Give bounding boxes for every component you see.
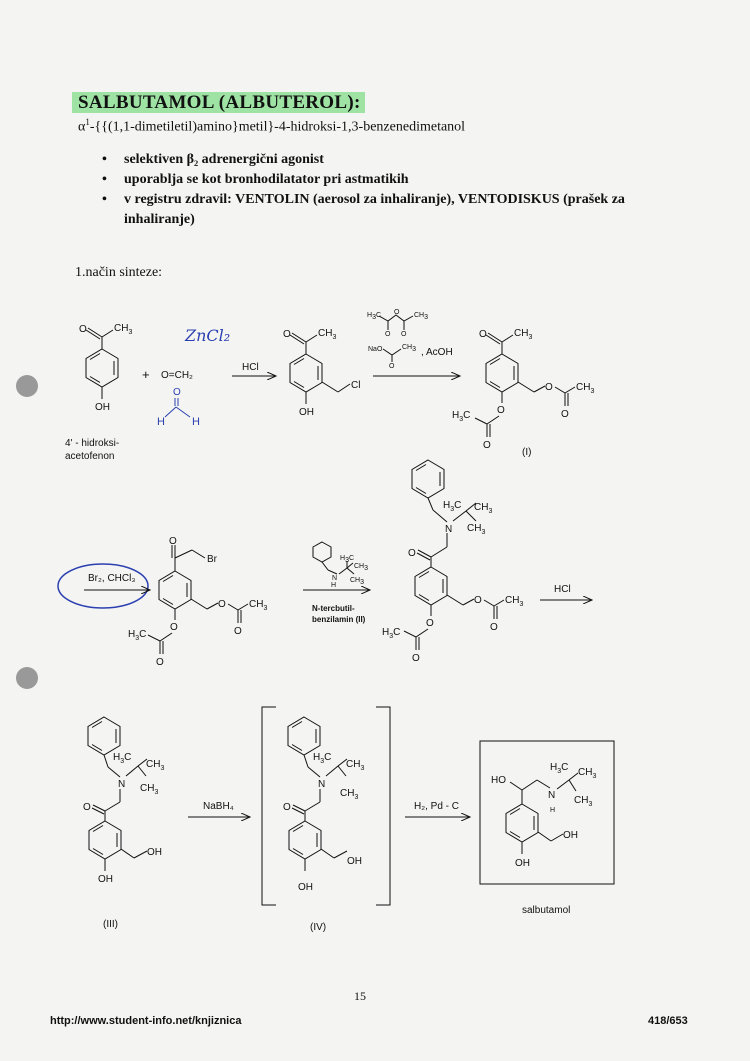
- svg-text:CH3: $CH_3$: [576, 382, 595, 395]
- svg-text:N: N: [318, 779, 326, 790]
- bracket-left: [262, 707, 276, 905]
- svg-text:CH3: CH3: [350, 577, 365, 586]
- molecule-chloromethyl: [283, 328, 360, 418]
- footer-url[interactable]: http://www.student-info.net/knjiznica: [50, 1015, 242, 1027]
- svg-text:CH3: $CH_3$: [340, 788, 359, 801]
- molecule-compound-III: [83, 717, 164, 885]
- svg-text:CH3: $CH_3$: [146, 759, 165, 772]
- svg-text:CH3: $CH_3$: [346, 759, 365, 772]
- svg-text:O: O: [79, 324, 87, 335]
- svg-text:Cl: Cl: [351, 380, 361, 391]
- product-name: salbutamol: [522, 905, 571, 916]
- svg-text:O: O: [401, 331, 407, 338]
- hand-drawn-circle: [58, 564, 148, 608]
- svg-text:OH: OH: [98, 874, 113, 885]
- label-compound: (I): [522, 447, 532, 458]
- svg-text:O: O: [170, 622, 178, 633]
- svg-text:CH3: $CH_3$: [474, 502, 493, 515]
- arrow-reagent: benzilamin (II): [312, 615, 366, 624]
- svg-text:O: O: [479, 329, 487, 340]
- footer-page-count: 418/653: [648, 1015, 688, 1027]
- svg-text:CH3: $CH_3$: [249, 599, 268, 612]
- svg-text:OH: OH: [298, 882, 313, 893]
- page-title: SALBUTAMOL (ALBUTEROL):: [72, 92, 365, 114]
- svg-text:CH3: $CH_3$: [574, 795, 593, 808]
- svg-text:N: N: [548, 790, 556, 801]
- arrow-reagent: NaBH₄: [203, 801, 234, 812]
- svg-text:O: O: [561, 409, 569, 420]
- svg-text:OH: OH: [347, 856, 362, 867]
- label-start-compound: acetofenon: [65, 451, 115, 462]
- svg-text:O: O: [474, 595, 482, 606]
- molecule-compound-IV: [283, 717, 364, 893]
- svg-text:H3C: $H_3C$: [113, 752, 132, 765]
- svg-text:O: O: [490, 622, 498, 633]
- bracket-right: [376, 707, 390, 905]
- svg-text:O: O: [389, 363, 395, 370]
- svg-text:O: O: [426, 618, 434, 629]
- svg-text:O: O: [283, 329, 291, 340]
- svg-text:OH: OH: [95, 402, 110, 413]
- svg-text:CH3: $CH_3$: [140, 783, 159, 796]
- molecule-compound-I: [452, 328, 594, 451]
- arrow-reagent: HCl: [554, 584, 571, 595]
- bullet-item: • uporablja se kot bronhodilatator pri astmatikih: [100, 170, 670, 190]
- svg-text:CH3: CH3: [414, 312, 429, 321]
- reagent-sodium-acetate: [368, 344, 416, 370]
- svg-text:OH: OH: [147, 847, 162, 858]
- svg-text:O: O: [394, 309, 400, 316]
- arrow-reagent: HCl: [242, 362, 259, 373]
- section-title: 1.način sinteze:: [75, 265, 163, 280]
- arrow-reagent: H₂, Pd - C: [414, 801, 459, 812]
- reagent-formaldehyde: O=CH₂: [161, 370, 193, 381]
- reagent-tertbutylbenzylamine: [313, 542, 368, 589]
- svg-text:H3C: H3C: [367, 312, 382, 321]
- svg-text:OH: OH: [515, 858, 530, 869]
- svg-text:H: H: [157, 416, 165, 428]
- svg-text:CH3: $CH_3$: [467, 523, 486, 536]
- svg-text:H: H: [550, 807, 556, 814]
- molecule-bromoketone: [128, 536, 267, 668]
- svg-text:O: O: [483, 440, 491, 451]
- svg-text:N: N: [118, 779, 126, 790]
- svg-text:O: O: [497, 405, 505, 416]
- svg-text:O: O: [169, 536, 177, 547]
- svg-text:H: H: [331, 582, 337, 589]
- svg-text:CH3: CH3: [354, 563, 369, 572]
- svg-text:O: O: [234, 626, 242, 637]
- handwritten-note: ZnCl₂: [185, 326, 231, 345]
- svg-text:CH3: $CH_3$: [318, 328, 337, 341]
- svg-text:H3C: $H_3C$: [443, 500, 462, 513]
- svg-text:H3C: $H_3C$: [452, 410, 471, 423]
- svg-text:H3C: H3C: [340, 555, 355, 564]
- svg-text:CH3: $CH_3$: [514, 328, 533, 341]
- svg-text:H3C: $H_3C$: [382, 627, 401, 640]
- label-compound: (IV): [310, 922, 327, 933]
- label-compound: (III): [103, 919, 118, 930]
- svg-text:CH3: CH3: [402, 344, 417, 353]
- bullet-item: • selektiven β₂ adrenergični agonist: [100, 150, 670, 170]
- svg-text:O: O: [218, 599, 226, 610]
- svg-text:CH3: $CH_3$: [578, 767, 597, 780]
- molecule-aminoketone-diacetate: [382, 460, 523, 664]
- svg-text:OH: OH: [299, 407, 314, 418]
- svg-text:O: O: [173, 387, 181, 398]
- handwritten-formaldehyde: [157, 387, 200, 428]
- svg-text:Br: Br: [207, 554, 217, 565]
- svg-text:N: N: [445, 524, 453, 535]
- svg-text:CH3: $CH_3$: [505, 595, 524, 608]
- plus-sign: +: [142, 367, 150, 382]
- svg-text:O: O: [283, 802, 291, 813]
- label-start-compound: 4' - hidroksi-: [65, 438, 120, 449]
- page-number: 15: [354, 989, 366, 1003]
- reagent-acetic-anhydride: [367, 309, 428, 338]
- svg-text:O: O: [83, 802, 91, 813]
- svg-text:O: O: [385, 331, 391, 338]
- svg-text:O: O: [545, 382, 553, 393]
- iupac-name: $\alpha^1-\{\{(1,1-dimetiletil)amino\}metil\}-4-hidroksi-1,3$-benzenedimetanol: [78, 117, 466, 135]
- svg-text:OH: OH: [563, 830, 578, 841]
- svg-text:H3C: $H_3C$: [313, 752, 332, 765]
- arrow-reagent: Br₂, CHCl₃: [88, 573, 136, 584]
- svg-text:H3C: $H_3C$: [550, 762, 569, 775]
- svg-text:O: O: [156, 657, 164, 668]
- svg-text:N: N: [332, 575, 338, 582]
- svg-text:CH3: $CH_3$: [114, 323, 133, 336]
- bullet-item: • v registru zdravil: VENTOLIN (aerosol za inhaliranje), VENTODISKUS (prašek za inhaliranje): [100, 190, 670, 230]
- arrow-reagent: N-tercbutil-: [312, 604, 355, 613]
- svg-text:HO: HO: [491, 775, 506, 786]
- svg-text:O: O: [408, 548, 416, 559]
- svg-text:H3C: $H_3C$: [128, 629, 147, 642]
- molecule-hydroxyacetophenone: [79, 323, 132, 413]
- product-box: [480, 741, 614, 884]
- molecule-salbutamol: [491, 762, 596, 869]
- svg-text:H: H: [192, 416, 200, 428]
- svg-text:NaO: NaO: [368, 346, 383, 353]
- svg-text:O: O: [412, 653, 420, 664]
- arrow-reagent: , AcOH: [421, 347, 453, 358]
